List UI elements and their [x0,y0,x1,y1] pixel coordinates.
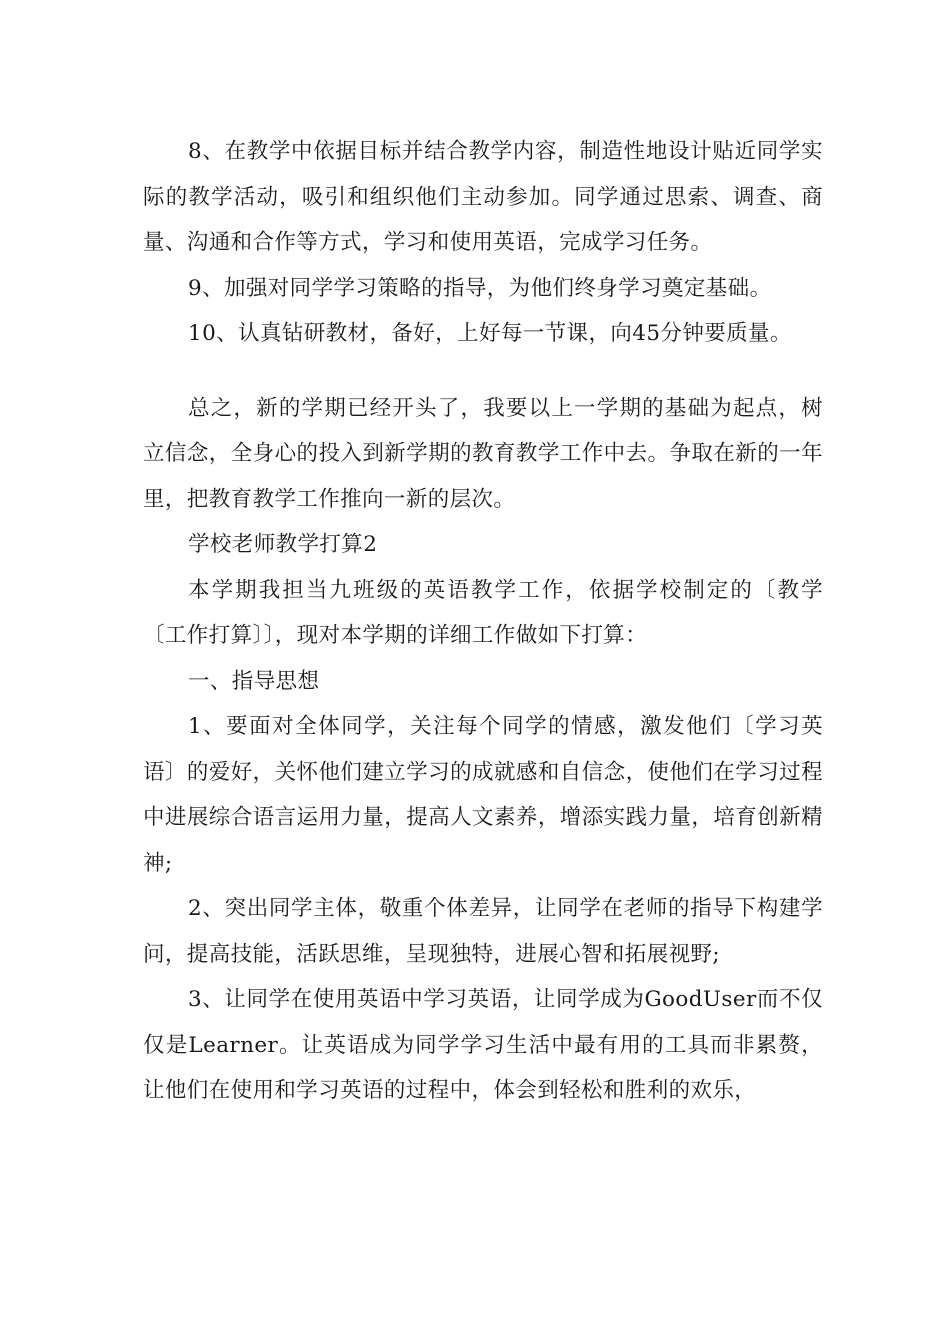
paragraph-item-10: 10、认真钻研教材，备好，上好每一节课，向45分钟要质量。 [188,321,792,346]
document-body [143,129,823,1114]
paragraph-intro: 本学期我担当九班级的英语教学工作，依据学校制定的〔教学〔工作打算〕〕，现对本学期的详细工作做如下打算： [143,577,823,648]
paragraph-spacer [143,357,823,386]
section-title: 学校老师教学打算2 [188,532,378,557]
paragraph-point-1: 1、要面对全体同学，关注每个同学的情感，激发他们〔学习英语〕的爱好，关怀他们建立学习的成就感和自信念，使他们在学习过程中进展综合语言运用力量，提高人文素养，增添实践力量，培育创新精神; [143,714,823,876]
paragraph-item-8: 8、在教学中依据目标并结合教学内容，制造性地设计贴近同学实际的教学活动，吸引和组织他们主动参加。同学通过思索、调查、商量、沟通和合作等方式，学习和使用英语，完成学习任务。 [143,139,823,255]
paragraph-point-3: 3、让同学在使用英语中学习英语，让同学成为GoodUser而不仅仅是Learner。让英语成为同学学习生活中最有用的工具而非累赘，让他们在使用和学习英语的过程中，体会到轻松和胜利的欢乐， [143,987,823,1103]
section-heading-guiding-ideas: 一、指导思想 [188,668,320,694]
paragraph-point-2: 2、突出同学主体，敬重个体差异，让同学在老师的指导下构建学问，提高技能，活跃思维，呈现独特，进展心智和拓展视野; [143,896,823,967]
paragraph-conclusion: 总之，新的学期已经开头了，我要以上一学期的基础为起点，树立信念，全身心的投入到新学期的教育教学工作中去。争取在新的一年里，把教育教学工作推向一新的层次。 [143,395,823,512]
paragraph-item-9: 9、加强对同学学习策略的指导，为他们终身学习奠定基础。 [188,275,772,301]
